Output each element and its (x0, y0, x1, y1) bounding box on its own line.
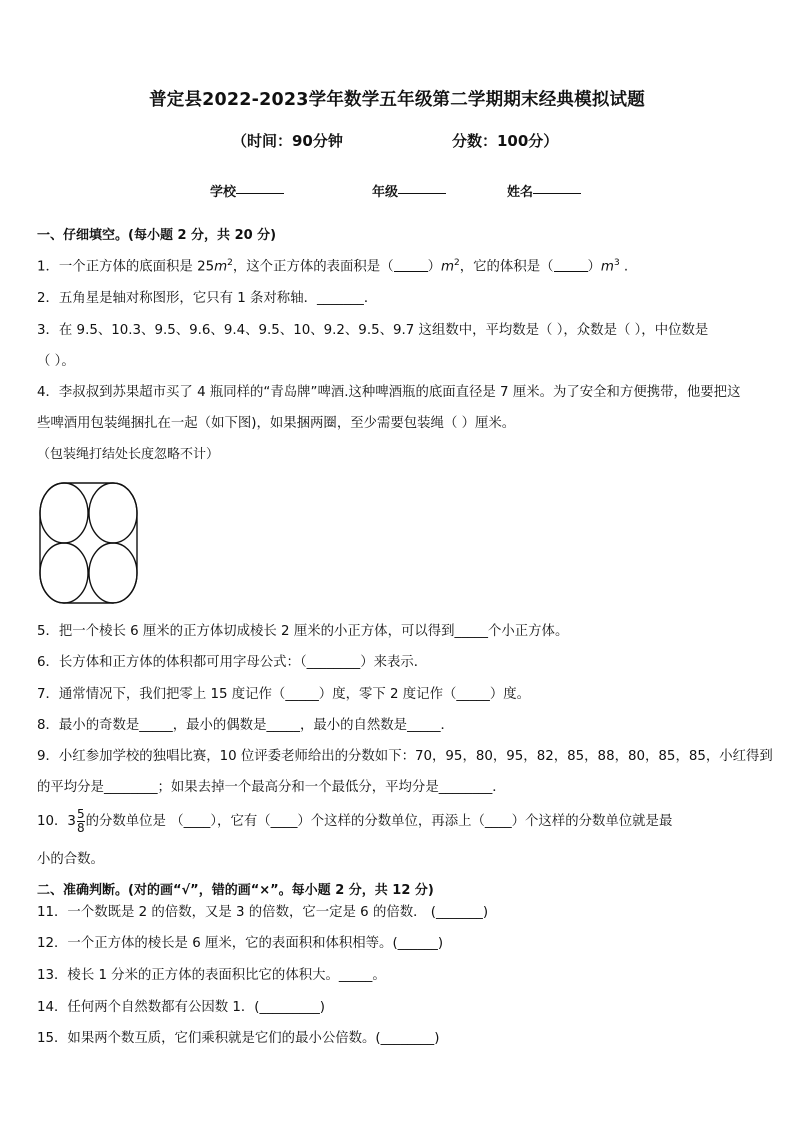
question-7: 7．通常情况下，我们把零上 15 度记作（_____）度，零下 2 度记作（_____）度。 (37, 687, 530, 702)
grade-blank[interactable] (398, 181, 446, 194)
name-blank[interactable] (533, 181, 581, 194)
question-12: 12．一个正方体的棱长是 6 厘米，它的表面积和体积相等。(______) (37, 936, 444, 951)
mixed-fraction: $\frac{5}{8}$ (76, 806, 85, 835)
question-2: 2．五角星是轴对称图形，它只有 1 条对称轴．_______． (37, 291, 378, 306)
time-label: （时间：90分钟 (232, 132, 343, 150)
question-4-note: （包装绳打结处长度忽略不计） (37, 447, 220, 462)
question-4-line2: 些啤酒用包装绳捆扎在一起（如下图)，如果捆两圈，至少需要包装绳（ ）厘米。 (37, 416, 516, 431)
question-3-line2: （ ）。 (37, 354, 75, 369)
question-6: 6．长方体和正方体的体积都可用字母公式：（________）来表示． (37, 655, 428, 670)
answer-blank[interactable] (394, 258, 428, 272)
question-3-line1: 3．在 9.5、10.3、9.5、9.6、9.4、9.5、10、9.2、9.5、9.7 这组数中，平均数是（ ），众数是（ ），中位数是 (37, 323, 709, 338)
question-9-line2: 的平均分是________；如果去掉一个最高分和一个最低分，平均分是________． (37, 780, 506, 795)
exam-info (232, 130, 559, 151)
score-label: 分数：100分） (452, 132, 559, 150)
question-10-line2: 小的合数。 (37, 852, 104, 867)
answer-blank[interactable] (554, 258, 588, 272)
section1-heading: 一、仔细填空。(每小题 2 分，共 20 分) (37, 228, 277, 243)
question-11: 11．一个数既是 2 的倍数，又是 3 的倍数，它一定是 6 的倍数． (_______) (37, 905, 489, 920)
question-5: 5．把一个棱长 6 厘米的正方体切成棱长 2 厘米的小正方体，可以得到_____个小正方体。 (37, 624, 569, 639)
grade-field[interactable]: 年级 (372, 181, 398, 200)
question-14: 14．任何两个自然数都有公因数 1．(_________) (37, 1000, 325, 1015)
question-1: 1．一个正方体的底面积是 $25m^2$，这个正方体的表面积是（ ）$m^2$，它的体积是（ ）$m^3$ . (37, 258, 629, 275)
question-4-line1: 4．李叔叔到苏果超市买了 4 瓶同样的“青岛牌”啤酒.这种啤酒瓶的底面直径是 7 厘米。为了安全和方便携带，他要把这 (37, 385, 741, 400)
school-field[interactable]: 学校 (210, 181, 236, 200)
question-13: 13．棱长 1 分米的正方体的表面积比它的体积大。_____。 (37, 968, 386, 983)
school-blank[interactable] (236, 181, 284, 194)
question-9-line1: 9．小红参加学校的独唱比赛，10 位评委老师给出的分数如下：70，95，80，95，82，85，88，80，85，85，小红得到 (37, 749, 773, 764)
section2-heading: 二、准确判断。(对的画“√”，错的画“×”。每小题 2 分，共 12 分) (37, 883, 434, 898)
question-10-line1: 10．3 $\frac{5}{8}$ 的分数单位是 （____），它有（____）个这样的分数单位，再添上（____）个这样的分数单位就是最 (37, 806, 673, 835)
question-15: 15．如果两个数互质，它们乘积就是它们的最小公倍数。(________) (37, 1031, 440, 1046)
bottles-bundle-diagram (37, 481, 141, 607)
name-field[interactable]: 姓名 (507, 181, 533, 200)
page-title: 普定县2022-2023学年数学五年级第二学期期末经典模拟试题 (149, 90, 645, 110)
question-8: 8．最小的奇数是_____，最小的偶数是_____，最小的自然数是_____． (37, 718, 454, 733)
